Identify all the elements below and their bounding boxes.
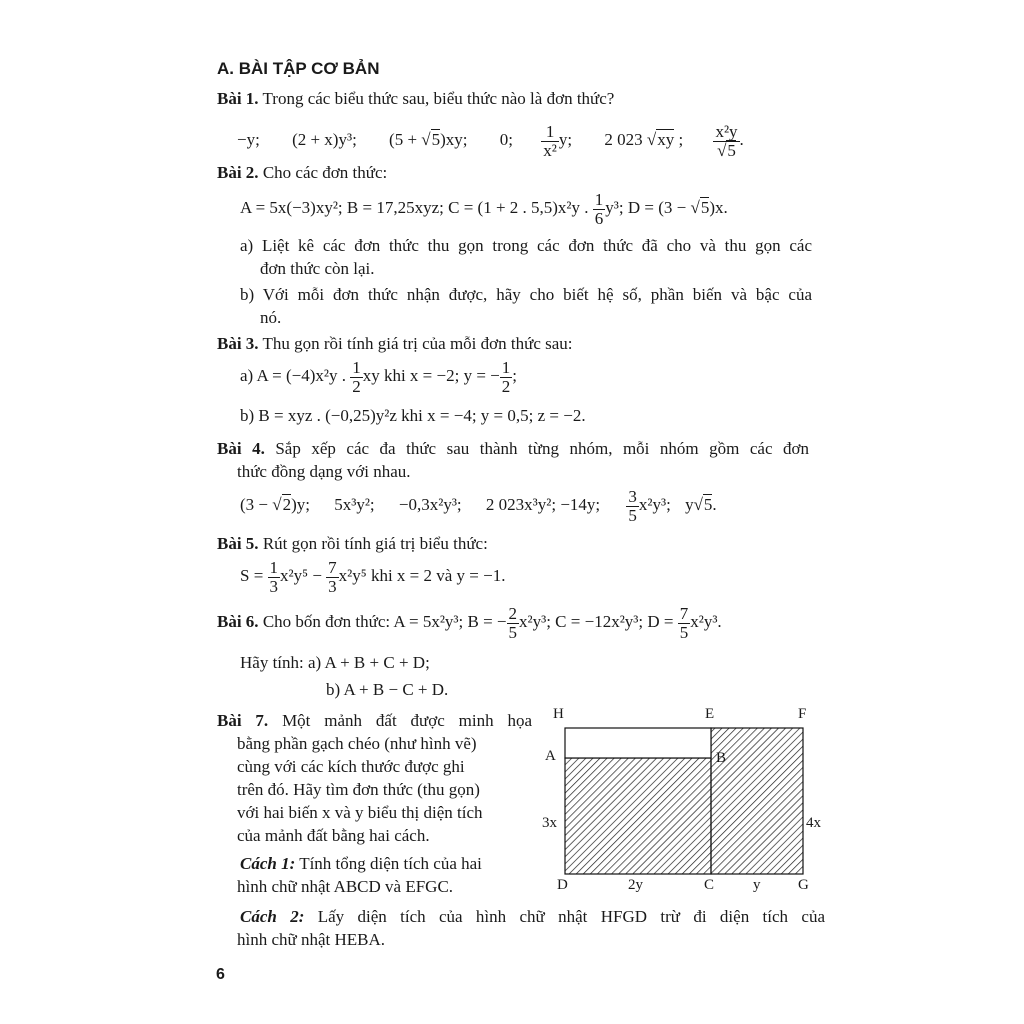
- exercise-4-expressions: [240, 485, 717, 525]
- exercise-4-prompt-line1: Bài 4. Sắp xếp các đa thức sau thành từng nhóm, mỗi nhóm gồm các đơn: [217, 439, 810, 458]
- exercise-2-part-b-line2: nó.: [260, 308, 282, 327]
- expression: −y;: [237, 130, 260, 149]
- exercise-4-label: Bài 4.: [217, 439, 265, 458]
- exercise-1-label: Bài 1.: [217, 89, 259, 108]
- exercise-4-prompt-line2: thức đồng dạng với nhau.: [237, 462, 411, 481]
- exercise-1-text: Trong các biểu thức sau, biểu thức nào là đơn thức?: [262, 89, 615, 108]
- land-plot-figure: [540, 700, 830, 900]
- dimension-label-bottom-left: 2y: [628, 877, 643, 893]
- method-2-label: Cách 2:: [240, 907, 305, 926]
- expression: y√ 5.: [685, 495, 717, 514]
- exercise-3-part-b: b) B = xyz . (−0,25)y²z khi x = −4; y = 0,5; z = −2.: [240, 406, 586, 425]
- point-label-g: G: [798, 877, 809, 893]
- exercise-1-prompt: [217, 88, 614, 110]
- expression: (3 − √ 2)y;: [240, 494, 310, 514]
- exercise-1-expressions: [237, 120, 744, 160]
- exercise-3-part-a: a) A = (−4)x²y . $\frac{1}{2}$ xy khi x = −2; y = − $\frac{1}{2}$ ;: [240, 357, 517, 396]
- section-title: A. BÀI TẬP CƠ BẢN: [217, 59, 380, 78]
- dimension-label-right: 4x: [806, 815, 821, 831]
- exercise-7-method-2-line1: Cách 2: Lấy diện tích của hình chữ nhật HFGD trừ đi diện tích của: [240, 907, 825, 926]
- expression: (5 + √ 5)xy;: [389, 130, 467, 149]
- exercise-3-prompt: [217, 333, 573, 355]
- exercise-7-line: của mảnh đất bằng hai cách.: [237, 826, 430, 845]
- method-1-label: Cách 1:: [240, 854, 296, 873]
- exercise-2-part-a-line1: a) Liệt kê các đơn thức thu gọn trong các đơn thức đã cho và thu gọn các: [240, 236, 812, 255]
- exercise-7-method-2-line2: hình chữ nhật HEBA.: [237, 930, 386, 949]
- exercise-3-label: Bài 3.: [217, 334, 259, 353]
- exercise-7-method-1-line2: hình chữ nhật ABCD và EFGC.: [237, 877, 454, 896]
- point-label-f: F: [798, 706, 807, 722]
- exercise-5-formula: S = $\frac{1}{3}$ x²y⁵ − $\frac{7}{3}$ x²y⁵ khi x = 2 và y = −1.: [240, 557, 506, 596]
- exercise-2-prompt: [217, 162, 387, 184]
- empty-rect-heba: [565, 728, 711, 758]
- expression: $\frac{1}{\text{x²}}$ y;: [543, 121, 573, 160]
- dimension-label-left: 3x: [542, 815, 557, 831]
- exercise-7-line: trên đó. Hãy tìm đơn thức (thu gọn): [237, 780, 480, 799]
- exercise-6-ask-b: b) A + B − C + D.: [326, 680, 449, 699]
- point-label-a: A: [545, 748, 556, 764]
- point-label-h: H: [553, 706, 564, 722]
- expression: (2 + x)y³;: [292, 130, 357, 149]
- point-label-b: B: [716, 750, 727, 766]
- point-label-d: D: [557, 877, 568, 893]
- exercise-6-label: Bài 6.: [217, 612, 259, 631]
- exercise-5-prompt: [217, 533, 488, 555]
- expression: 2 023 √ xy ;: [604, 130, 683, 149]
- page-number: 6: [216, 966, 225, 983]
- exercise-7-line: bằng phần gạch chéo (như hình vẽ): [237, 734, 477, 753]
- dimension-label-bottom-right: y: [753, 877, 761, 893]
- exercise-2-part-a-line2: đơn thức còn lại.: [260, 259, 375, 278]
- exercise-7-line: cùng với các kích thước được ghi: [237, 757, 465, 776]
- exercise-2-label: Bài 2.: [217, 163, 259, 182]
- exercise-7-line: Bài 7. Một mảnh đất được minh họa: [217, 711, 533, 730]
- exercise-6-ask-a: Hãy tính: a) A + B + C + D;: [240, 653, 430, 672]
- exercise-7-line: với hai biến x và y biểu thị diện tích: [237, 803, 483, 822]
- exercise-2-part-b-line1: b) Với mỗi đơn thức nhận được, hãy cho biết hệ số, phần biến và bậc của: [240, 285, 812, 304]
- exercise-5-label: Bài 5.: [217, 534, 259, 553]
- expression: 5x³y²;: [334, 495, 375, 514]
- exercise-6-prompt: Bài 6. Cho bốn đơn thức: A = 5x²y³; B = − $\frac{2}{5}$ x²y³; C = −12x²y³; D = $\frac{7}{5}$ x²y³.: [217, 603, 722, 642]
- exercise-2-formula: A = 5x(−3)xy²; B = 17,25xyz; C = (1 + 2 . 5,5)x²y . $\frac{1}{6}$ y³; D = (3 − √ 5)x.: [240, 188, 728, 228]
- expression: $\frac{3}{5}$ x²y³;: [628, 486, 671, 525]
- exercise-3-text: Thu gọn rồi tính giá trị của mỗi đơn thức sau:: [262, 334, 573, 353]
- expression: 2 023x³y²; −14y;: [485, 495, 601, 514]
- point-label-e: E: [705, 706, 715, 722]
- expression: −0,3x²y³;: [398, 495, 462, 514]
- exercise-5-text: Rút gọn rồi tính giá trị biểu thức:: [262, 534, 488, 553]
- exercise-7-label: Bài 7.: [217, 711, 269, 730]
- point-label-c: C: [704, 877, 715, 893]
- expression: 0;: [499, 130, 514, 149]
- exercise-2-text: Cho các đơn thức:: [262, 163, 388, 182]
- hatched-rect-abcd: [565, 758, 711, 874]
- expression: x²y √ 5 .: [713, 130, 743, 149]
- exercise-7-method-1-line1: Cách 1: Tính tổng diện tích của hai: [240, 854, 482, 873]
